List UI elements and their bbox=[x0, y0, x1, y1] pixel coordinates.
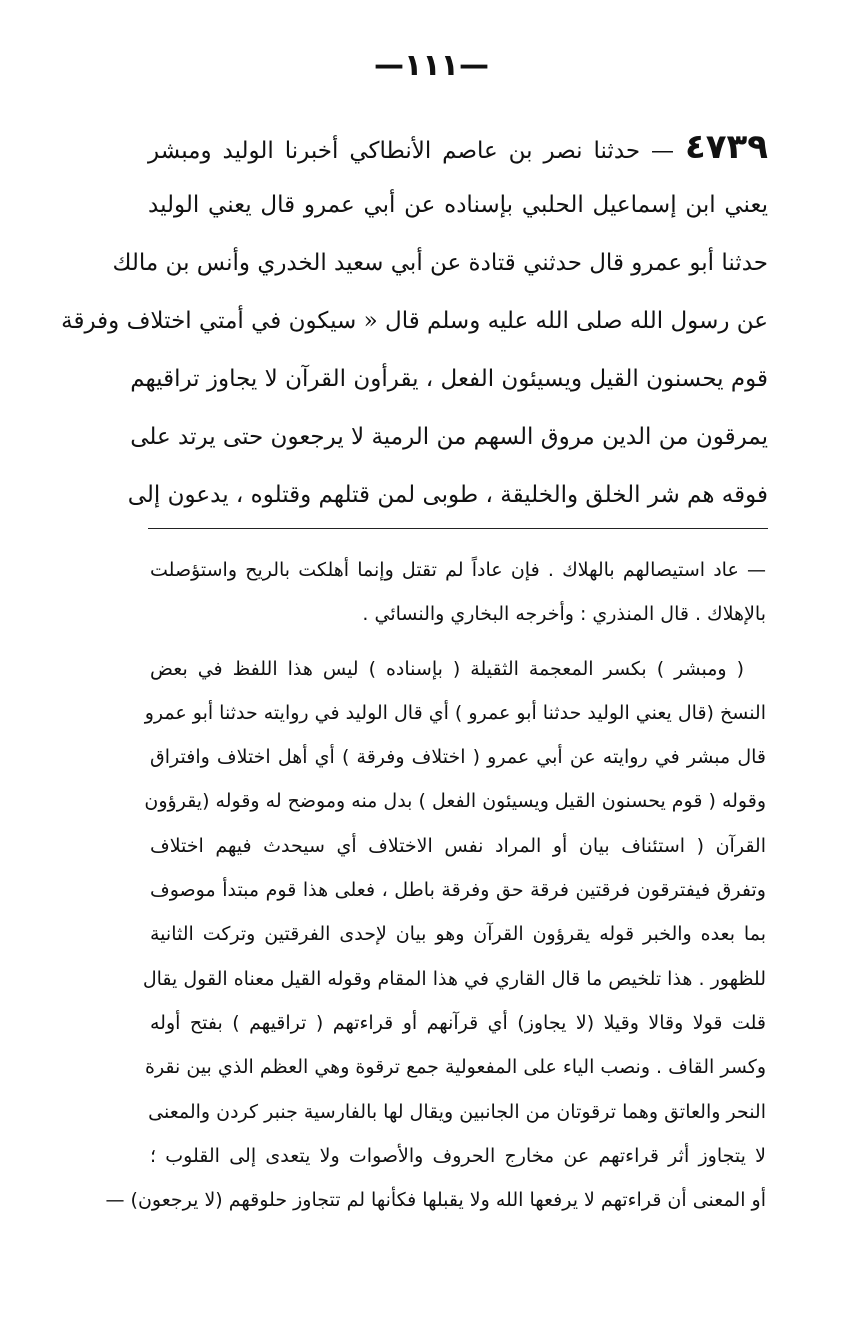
hadith-line-5: قوم يحسنون القيل ويسيئون الفعل ، يقرأون القرآن لا يجاوز تراقيهم bbox=[130, 366, 768, 392]
hadith-line-1 bbox=[148, 118, 768, 176]
hadith-line-6: يمرقون من الدين مروق السهم من الرمية لا يرجعون حتى يرتد على bbox=[130, 424, 768, 450]
page-number: —١١١— bbox=[374, 48, 489, 83]
commentary-text bbox=[105, 548, 766, 1222]
commentary-line: النسخ (قال يعني الوليد حدثنا أبو عمرو ) أي قال الوليد في روايته حدثنا أبو عمرو bbox=[144, 701, 766, 724]
commentary-line: لا يتجاوز أثر قراءتهم عن مخارج الحروف والأصوات ولا يتعدى إلى القلوب ؛ bbox=[150, 1144, 766, 1167]
hadith-line-4: عن رسول الله صلى الله عليه وسلم قال « سيكون في أمتي اختلاف وفرقة bbox=[61, 308, 768, 334]
commentary-line: وتفرق فيفترقون فرقتين فرقة حق وفرقة باطل ، فعلى هذا قوم مبتدأ موصوف bbox=[150, 879, 766, 902]
hadith-number: ٤٧٣٩ bbox=[684, 127, 768, 167]
commentary-line: وكسر القاف . ونصب الياء على المفعولية جمع ترقوة وهي العظم الذي بين نقرة bbox=[144, 1056, 766, 1079]
hadith-line-3: حدثنا أبو عمرو قال حدثني قتادة عن أبي سعيد الخدري وأنس بن مالك bbox=[112, 250, 768, 276]
commentary-line: القرآن ( استئناف بيان أو المراد نفس الاختلاف أي سيحدث فيهم اختلاف bbox=[150, 834, 766, 857]
commentary-line: بما بعده والخبر قوله يقرؤون القرآن وهو بيان لإحدى الفرقتين وتركت الثانية bbox=[150, 923, 766, 946]
commentary-line: وقوله ( قوم يحسنون القيل ويسيئون الفعل ) بدل منه وموضح له وقوله (يقرؤون bbox=[144, 790, 766, 813]
commentary-line: بالإهلاك . قال المنذري : وأخرجه البخاري والنسائي . bbox=[362, 603, 766, 626]
hadith-line-7: فوقه هم شر الخلق والخليقة ، طوبى لمن قتلهم وقتلوه ، يدعون إلى bbox=[127, 482, 768, 508]
commentary-line: النحر والعاتق وهما ترقوتان من الجانبين ويقال لها بالفارسية جنبر كردن والمعنى bbox=[148, 1100, 766, 1123]
commentary-line: قال مبشر في روايته عن أبي عمرو ( اختلاف وفرقة ) أي أهل اختلاف وافتراق bbox=[150, 746, 766, 769]
hadith-text bbox=[61, 118, 768, 524]
hadith-line-2: يعني ابن إسماعيل الحلبي بإسناده عن أبي عمرو قال يعني الوليد bbox=[148, 192, 768, 218]
commentary-line: — عاد استيصالهم بالهلاك . فإن عاداً لم تقتل وإنما أهلكت بالريح واستؤصلت bbox=[150, 559, 766, 581]
footnote-divider bbox=[148, 528, 768, 529]
commentary-line: ( ومبشر ) بكسر المعجمة الثقيلة ( بإسناده ) ليس هذا اللفظ في بعض bbox=[150, 657, 744, 680]
commentary-line: للظهور . هذا تلخيص ما قال القاري في هذا المقام وقوله القيل معناه القول يقال bbox=[142, 967, 766, 990]
commentary-line: قلت قولا وقالا وقيلا (لا يجاوز) أي قرآنهم أو قراءتهم ( تراقيهم ) بفتح أوله bbox=[150, 1011, 766, 1034]
commentary-line: أو المعنى أن قراءتهم لا يرفعها الله ولا يقبلها فكأنها لم تتجاوز حلوقهم (لا يرجعون) — bbox=[105, 1189, 766, 1212]
hadith-line-1-text: — حدثنا نصر بن عاصم الأنطاكي أخبرنا الوليد ومبشر bbox=[148, 138, 675, 164]
